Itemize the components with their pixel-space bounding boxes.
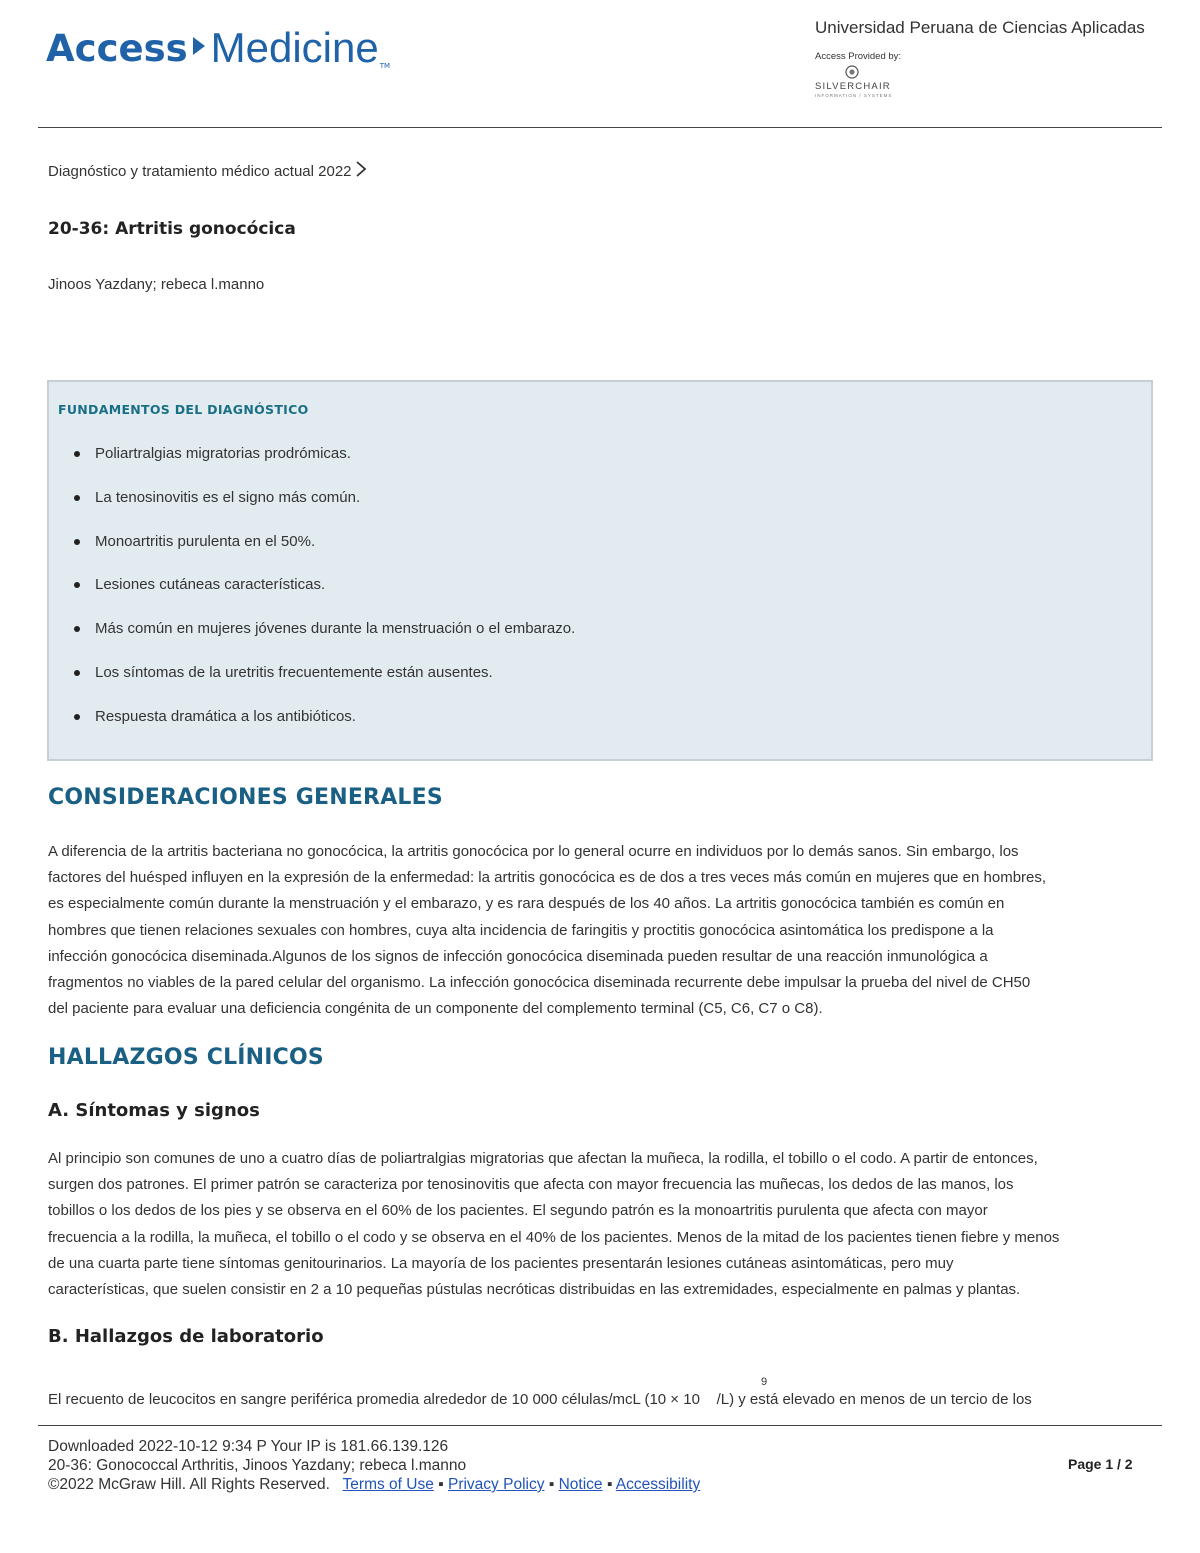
chapter-authors: Jinoos Yazdany; rebeca l.manno xyxy=(48,276,265,293)
bullet-icon xyxy=(74,495,80,501)
list-item-text: La tenosinovitis es el signo más común. xyxy=(95,488,361,506)
page-footer xyxy=(48,1437,700,1494)
terms-of-use-link[interactable]: Terms of Use xyxy=(342,1476,434,1493)
symptoms-paragraph xyxy=(48,1146,1153,1303)
text-line: tobillos o los dedos de los pies y se observa en el 60% de los pacientes. El segundo patrón es la monoartritis purulenta que afecta con mayor xyxy=(48,1202,988,1220)
list-item xyxy=(73,488,575,532)
list-item-text: Poliartralgias migratorias prodrómicas. xyxy=(95,445,351,462)
bullet-icon xyxy=(74,451,80,457)
access-provided-label: Access Provided by: xyxy=(815,51,902,62)
text-line: El recuento de leucocitos en sangre periférica promedia alrededor de 10 000 células/mcL (10 × 10 /L) y está elevado en menos de un tercio de los xyxy=(48,1391,1032,1408)
bullet-icon xyxy=(74,670,80,676)
text-line: surgen dos patrones. El primer patrón se caracteriza por tenosinovitis que afecta con mayor frecuencia las muñecas, los dedos de las manos, los xyxy=(48,1176,1014,1194)
copyright-line xyxy=(48,1475,700,1494)
accessibility-link[interactable]: Accessibility xyxy=(615,1476,701,1493)
diagnosis-essentials-title: FUNDAMENTOS DEL DIAGNÓSTICO xyxy=(58,402,309,417)
list-item xyxy=(73,707,575,751)
list-item-text: Monoartritis purulenta en el 50%. xyxy=(95,532,316,550)
text-line: fragmentos no viables de la pared celular del organismo. La infección gonocócica diseminada recurrente debe impulsar la prueba del nivel de CH50 xyxy=(48,974,1031,992)
page-header xyxy=(0,0,1200,128)
bullet-icon xyxy=(74,539,80,545)
breadcrumb[interactable] xyxy=(48,160,367,182)
exponent-superscript: 9 xyxy=(761,1376,768,1388)
header-divider xyxy=(38,127,1162,128)
bullet-icon xyxy=(74,714,80,720)
text-line: es especialmente común durante la menstruación y el embarazo, y es rara después de los 40 años. La artritis gonocócica también es común en xyxy=(48,895,1005,913)
general-considerations-paragraph xyxy=(48,839,1153,1022)
list-item xyxy=(73,575,575,619)
list-item xyxy=(73,619,575,663)
list-item xyxy=(73,444,575,488)
text-line: infección gonocócica diseminada.Algunos de los signos de infección gonocócica diseminada pueden resultar de una reacción inmunológica a xyxy=(48,947,988,965)
accessmedicine-logo[interactable] xyxy=(46,18,390,78)
list-item xyxy=(73,532,575,576)
bullet-icon xyxy=(74,626,80,632)
list-item-text: Respuesta dramática a los antibióticos. xyxy=(95,707,356,725)
list-item-text: Lesiones cutáneas características. xyxy=(95,576,326,594)
list-item-text: Más común en mujeres jóvenes durante la menstruación o el embarazo. xyxy=(95,620,576,638)
download-info: Downloaded 2022-10-12 9:34 P Your IP is 181.66.139.126 xyxy=(48,1438,449,1455)
institution-name: Universidad Peruana de Ciencias Aplicadas xyxy=(815,18,1145,37)
text-line: factores del huésped influyen en la expresión de la enfermedad: la artritis gonocócica es de dos a tres veces más común en mujeres que en hombres, xyxy=(48,869,1047,887)
text-line: características, que suelen consistir en 2 a 10 pequeñas pústulas necróticas distribuidas en las extremidades, especialmente en palmas y plantas. xyxy=(48,1281,1021,1299)
privacy-policy-link[interactable]: Privacy Policy xyxy=(447,1476,545,1493)
citation-line: 20-36: Gonococcal Arthritis, Jinoos Yazdany; rebeca l.manno xyxy=(48,1457,467,1474)
logo-arrow-icon xyxy=(191,33,207,63)
laboratory-paragraph xyxy=(48,1387,1153,1413)
text-line: de una cuarta parte tiene síntomas genitourinarios. La mayoría de los pacientes presentarán lesiones cutáneas asintomáticas, pero muy xyxy=(48,1254,954,1272)
list-item xyxy=(73,663,575,707)
section-heading-clinical-findings: HALLAZGOS CLÍNICOS xyxy=(48,1045,324,1070)
subheading-laboratory: B. Hallazgos de laboratorio xyxy=(48,1326,324,1347)
breadcrumb-book-title[interactable]: Diagnóstico y tratamiento médico actual 2022 xyxy=(48,162,352,180)
logo-access-text: Access xyxy=(46,26,188,70)
text-line: frecuencia a la rodilla, la muñeca, el tobillo o el codo y se observa en el 40% de los pacientes. Menos de la mitad de los pacientes tienen fiebre y menos xyxy=(48,1228,1060,1246)
page-number: Page 1 / 2 xyxy=(1068,1456,1133,1472)
bullet-icon xyxy=(74,582,80,588)
text-line: A diferencia de la artritis bacteriana no gonocócica, la artritis gonocócica por lo general ocurre en individuos por lo demás sanos. Sin embargo, los xyxy=(48,843,1019,860)
logo-trademark: TM xyxy=(379,62,391,70)
section-heading-general: CONSIDERACIONES GENERALES xyxy=(48,785,443,810)
separator-dot: ▪ xyxy=(438,1476,444,1493)
copyright-text: ©2022 McGraw Hill. All Rights Reserved. xyxy=(48,1476,330,1493)
diagnosis-essentials-list xyxy=(73,444,575,751)
notice-link[interactable]: Notice xyxy=(558,1476,603,1493)
chevron-right-icon xyxy=(355,160,367,182)
silverchair-name: SILVERCHAIR xyxy=(815,81,891,92)
separator-dot: ▪ xyxy=(606,1476,613,1493)
footer-divider xyxy=(38,1425,1162,1426)
list-item-text: Los síntomas de la uretritis frecuentemente están ausentes. xyxy=(95,663,493,681)
silverchair-tagline: INFORMATION / SYSTEMS xyxy=(815,93,893,98)
text-line: Al principio son comunes de uno a cuatro días de poliartralgias migratorias que afectan la muñeca, la rodilla, el tobillo o el codo. A partir de entonces, xyxy=(48,1150,1038,1167)
separator-dot: ▪ xyxy=(548,1476,555,1493)
text-line: hombres que tienen relaciones sexuales con hombres, cuya alta incidencia de faringitis y proctitis gonocócica asintomática los predispone a la xyxy=(48,921,994,939)
subheading-symptoms: A. Síntomas y signos xyxy=(48,1100,260,1121)
text-line: del paciente para evaluar una deficiencia congénita de un componente del complemento terminal (C5, C6, C7 o C8). xyxy=(48,1000,823,1018)
chapter-title: 20-36: Artritis gonocócica xyxy=(48,219,296,239)
diagnosis-essentials-box xyxy=(47,380,1153,761)
logo-medicine-text: Medicine xyxy=(210,24,379,71)
